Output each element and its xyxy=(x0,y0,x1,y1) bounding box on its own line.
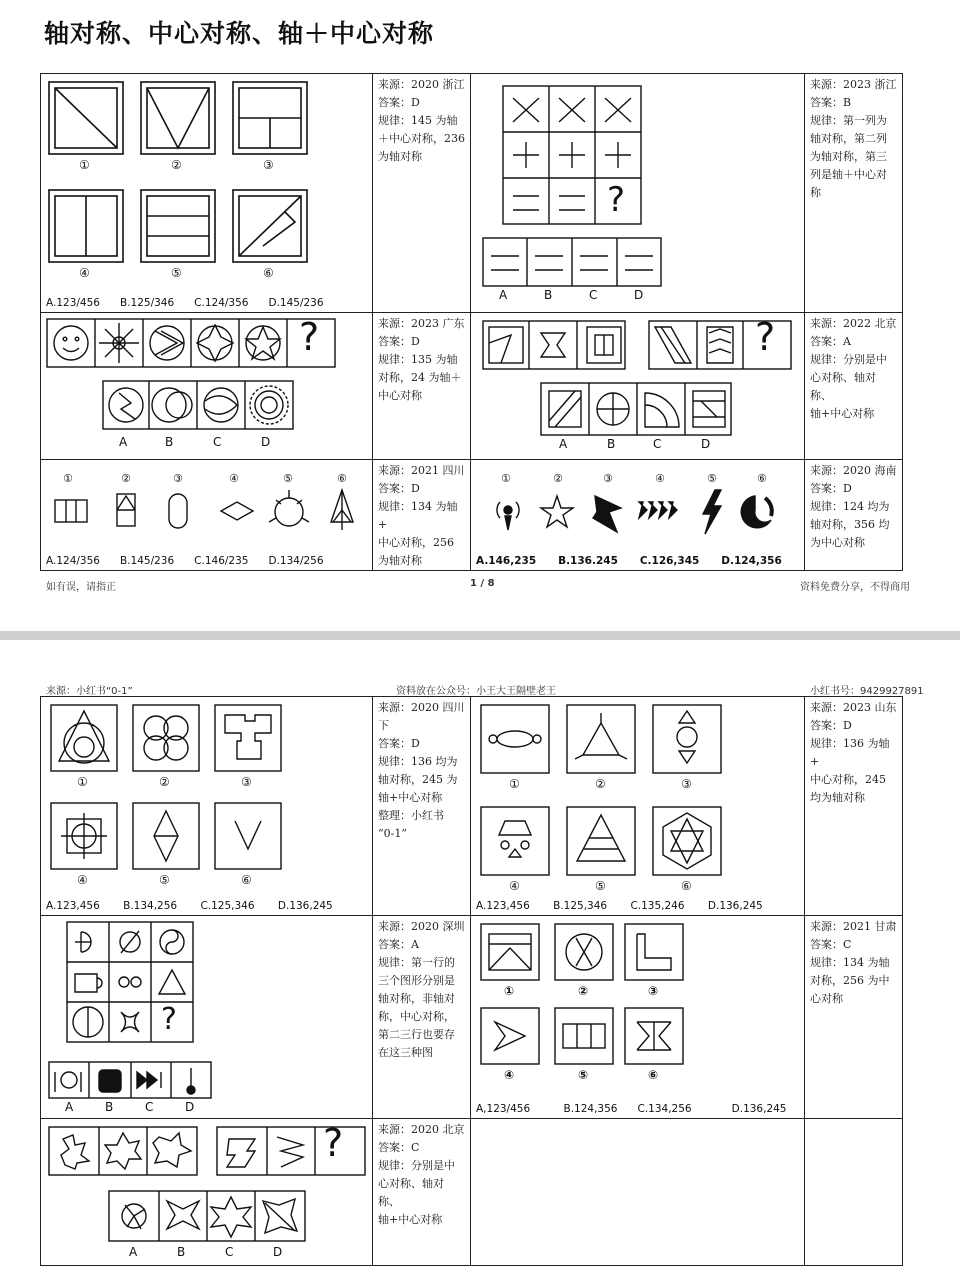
q3-info-text xyxy=(373,313,470,405)
source-line: 来源：2022 北京 xyxy=(810,317,897,330)
rule-line: 轴+中心对称 xyxy=(378,1213,443,1226)
q8-info xyxy=(805,697,903,916)
answer-line: 答案：D xyxy=(810,719,852,732)
option-d-label: D xyxy=(273,1245,283,1259)
rule-line: 心对称、轴对称、 xyxy=(810,371,876,402)
question-table-2 xyxy=(40,696,903,1266)
q3-info xyxy=(373,313,471,460)
option-d-label: D xyxy=(261,435,271,449)
rule-line: 心对称、轴对称、 xyxy=(378,1177,444,1208)
label-6: ⑥ xyxy=(757,472,767,485)
q1-info xyxy=(373,74,471,313)
q4-info-text xyxy=(805,313,902,423)
label-3: ③ xyxy=(648,984,659,998)
answer-options: A.146,235 B.136.245 C.126,345 D.124,356 xyxy=(476,555,782,567)
rule-line: 规律：135 为轴 xyxy=(378,353,458,366)
label-1: ① xyxy=(77,775,88,789)
rule-line: 轴+中心对称 xyxy=(378,791,443,804)
source-line: 来源：2020 浙江 xyxy=(378,78,465,91)
rule-line: 中心对称 xyxy=(378,389,422,402)
label-6: ⑥ xyxy=(337,472,347,485)
source-line: 来源：2020 深圳 xyxy=(378,920,465,933)
source-line: 来源：2020 北京 xyxy=(378,1123,465,1136)
label-3: ③ xyxy=(603,472,613,485)
header-source: 来源：小红书“0-1” xyxy=(46,686,133,697)
rule-line: 规律：134 为轴+ xyxy=(378,500,458,531)
q5-info-text xyxy=(373,460,470,570)
label-4: ④ xyxy=(77,873,88,887)
q6-info xyxy=(805,460,903,571)
option-a-label: A xyxy=(559,437,568,451)
rule-line: 规律：分别是中 xyxy=(378,1159,455,1172)
label-2: ② xyxy=(121,472,131,485)
footer-note: 如有误，请指正 xyxy=(46,582,116,593)
q1-info-text xyxy=(373,74,470,166)
answer-line: 答案：D xyxy=(378,737,420,750)
label-2: ② xyxy=(595,777,606,791)
answer-line: 答案：C xyxy=(810,938,852,951)
label-6: ⑥ xyxy=(263,266,274,280)
rule-line: 称，中心对称， xyxy=(378,1010,455,1023)
q10-drawing xyxy=(471,916,805,1118)
option-d-label: D xyxy=(701,437,711,451)
rule-line: 三个图形分别是 xyxy=(378,974,455,987)
rule-line: 轴对称，第二列 xyxy=(810,132,887,145)
label-5: ⑤ xyxy=(578,1068,589,1082)
source-line: 来源：2023 广东 xyxy=(378,317,465,330)
q6-info-text xyxy=(805,460,902,552)
q7-drawing xyxy=(41,697,373,915)
answer-options: A.123/456 B.125/346 C.124/356 D.145/236 xyxy=(46,297,324,309)
q2-figure xyxy=(471,74,805,313)
footer-disclaimer: 资料免费分享，不得商用 xyxy=(800,582,910,593)
option-a-label: A xyxy=(129,1245,138,1259)
q10-figure xyxy=(471,916,805,1119)
q11-info-text xyxy=(373,1119,470,1229)
source-line: 来源：2021 四川 xyxy=(378,464,465,477)
rule-line: 轴对称，非轴对 xyxy=(378,992,455,1005)
q8-figure xyxy=(471,697,805,916)
q6-figure xyxy=(471,460,805,571)
header-id: 小红书号：9429927891 xyxy=(810,686,924,697)
header-account: 资料放在公众号：小王大王隔壁老王 xyxy=(396,686,556,697)
label-5: ⑤ xyxy=(283,472,293,485)
label-4: ④ xyxy=(229,472,239,485)
source-line: 来源：2023 山东 xyxy=(810,701,897,714)
rule-line: 为轴对称，第三 xyxy=(810,150,887,163)
answer-line: 答案：D xyxy=(378,482,420,495)
option-b-label: B xyxy=(165,435,174,449)
option-a-label: A xyxy=(65,1100,74,1114)
answer-options: A.123,456 B.134,256 C.125,346 D.136,245 xyxy=(46,900,333,912)
rule-line: 在这三种图 xyxy=(378,1046,433,1059)
label-3: ③ xyxy=(173,472,183,485)
rule-line: 规律：第一列为 xyxy=(810,114,887,127)
q1-drawing xyxy=(41,74,373,312)
question-mark: ? xyxy=(755,315,776,359)
answer-line: 答案：D xyxy=(378,96,420,109)
q3-drawing xyxy=(41,313,373,459)
q11-info xyxy=(373,1119,471,1266)
option-a-label: A xyxy=(119,435,128,449)
question-mark: ? xyxy=(161,1002,177,1037)
label-2: ② xyxy=(171,158,182,172)
label-2: ② xyxy=(578,984,589,998)
question-mark: ? xyxy=(299,315,320,359)
page-separator xyxy=(0,631,960,640)
option-b-label: B xyxy=(607,437,616,451)
label-3: ③ xyxy=(263,158,274,172)
q7-info-text xyxy=(373,697,470,843)
label-5: ⑤ xyxy=(171,266,182,280)
rule-line: 为中心对称 xyxy=(810,536,865,549)
q10-info xyxy=(805,916,903,1119)
q4-info xyxy=(805,313,903,460)
q11-figure xyxy=(41,1119,373,1266)
q5-figure xyxy=(41,460,373,571)
rule-line: 规律：134 为轴 xyxy=(810,956,890,969)
q9-info-text xyxy=(373,916,470,1062)
q7-figure xyxy=(41,697,373,916)
rule-line: 中心对称，256 xyxy=(378,536,454,549)
q1-figure xyxy=(41,74,373,313)
rule-line: 规律：145 为轴 xyxy=(378,114,458,127)
label-5: ⑤ xyxy=(707,472,717,485)
rule-line: ＋中心对称，236 xyxy=(378,132,465,145)
rule-line: 轴+中心对称 xyxy=(810,407,875,420)
answer-line: 答案：C xyxy=(378,1141,420,1154)
q8-drawing xyxy=(471,697,805,915)
label-5: ⑤ xyxy=(159,873,170,887)
option-c-label: C xyxy=(653,437,662,451)
rule-line: 心对称 xyxy=(810,992,843,1005)
q4-figure xyxy=(471,313,805,460)
rule-line: 规律：分别是中 xyxy=(810,353,887,366)
source-line: 来源：2021 甘肃 xyxy=(810,920,897,933)
option-c-label: C xyxy=(225,1245,234,1259)
label-6: ⑥ xyxy=(241,873,252,887)
q2-info-text xyxy=(805,74,902,202)
q9-figure xyxy=(41,916,373,1119)
rule-line: 规律：136 为轴+ xyxy=(810,737,890,768)
rule-line: 为轴对称 xyxy=(378,554,422,567)
q8-info-text xyxy=(805,697,902,807)
q2-info xyxy=(805,74,903,313)
empty-cell xyxy=(805,1119,903,1266)
label-6: ⑥ xyxy=(681,879,692,893)
option-c-label: C xyxy=(213,435,222,449)
label-5: ⑤ xyxy=(595,879,606,893)
source-line: 来源：2020 四川 xyxy=(378,701,465,714)
source-line: 下 xyxy=(378,719,389,732)
credit-line: 整理：小红书 xyxy=(378,809,444,822)
q9-drawing xyxy=(41,916,373,1118)
option-b-label: B xyxy=(177,1245,186,1259)
page-title: 轴对称、中心对称、轴＋中心对称 xyxy=(44,19,435,48)
rule-line: 对称，256 为中 xyxy=(810,974,890,987)
question-table-1 xyxy=(40,73,903,571)
option-c-label: C xyxy=(589,288,598,302)
question-mark: ? xyxy=(607,180,626,220)
q5-info xyxy=(373,460,471,571)
answer-line: 答案：B xyxy=(810,96,852,109)
q6-drawing xyxy=(471,460,805,570)
answer-line: 答案：A xyxy=(810,335,851,348)
rule-line: 规律：124 均为 xyxy=(810,500,890,513)
rule-line: 规律：136 均为 xyxy=(378,755,458,768)
label-4: ④ xyxy=(509,879,520,893)
answer-options: A.123,456 B.125,346 C.135,246 D.136,245 xyxy=(476,900,763,912)
label-4: ④ xyxy=(504,1068,515,1082)
source-line: 来源：2020 海南 xyxy=(810,464,897,477)
page-number: 1 / 8 xyxy=(470,578,495,589)
option-b-label: B xyxy=(105,1100,114,1114)
option-d-label: D xyxy=(185,1100,195,1114)
rule-line: 均为轴对称 xyxy=(810,791,865,804)
label-1: ① xyxy=(79,158,90,172)
rule-line: 称 xyxy=(810,186,821,199)
option-d-label: D xyxy=(634,288,644,302)
answer-line: 答案：D xyxy=(378,335,420,348)
source-line: 来源：2023 浙江 xyxy=(810,78,897,91)
label-6: ⑥ xyxy=(648,1068,659,1082)
answer-line: 答案：D xyxy=(810,482,852,495)
answer-options: A,123/456 B.124,356 C.134,256 D.136,245 xyxy=(476,1103,787,1115)
label-1: ① xyxy=(63,472,73,485)
label-1: ① xyxy=(501,472,511,485)
q3-figure xyxy=(41,313,373,460)
answer-line: 答案：A xyxy=(378,938,419,951)
option-c-label: C xyxy=(145,1100,154,1114)
q9-info xyxy=(373,916,471,1119)
label-3: ③ xyxy=(681,777,692,791)
q2-drawing xyxy=(471,74,805,312)
rule-line: 规律：第一行的 xyxy=(378,956,455,969)
rule-line: 为轴对称 xyxy=(378,150,422,163)
q7-info xyxy=(373,697,471,916)
label-4: ④ xyxy=(655,472,665,485)
label-3: ③ xyxy=(241,775,252,789)
rule-line: 轴对称，245 为 xyxy=(378,773,458,786)
rule-line: 对称，24 为轴＋ xyxy=(378,371,462,384)
rule-line: 第二三行也要存 xyxy=(378,1028,455,1041)
option-b-label: B xyxy=(544,288,553,302)
label-1: ① xyxy=(504,984,515,998)
label-2: ② xyxy=(159,775,170,789)
empty-cell xyxy=(471,1119,805,1266)
label-2: ② xyxy=(553,472,563,485)
question-mark: ? xyxy=(323,1121,344,1165)
label-4: ④ xyxy=(79,266,90,280)
rule-line: 轴对称，356 均 xyxy=(810,518,890,531)
rule-line: 中心对称，245 xyxy=(810,773,886,786)
rule-line: 列是轴＋中心对 xyxy=(810,168,887,181)
q5-drawing xyxy=(41,460,373,570)
credit-line: “0-1” xyxy=(378,827,407,840)
q10-info-text xyxy=(805,916,902,1008)
label-1: ① xyxy=(509,777,520,791)
option-a-label: A xyxy=(499,288,508,302)
answer-options: A.124/356 B.145/236 C.146/235 D.134/256 xyxy=(46,555,324,567)
